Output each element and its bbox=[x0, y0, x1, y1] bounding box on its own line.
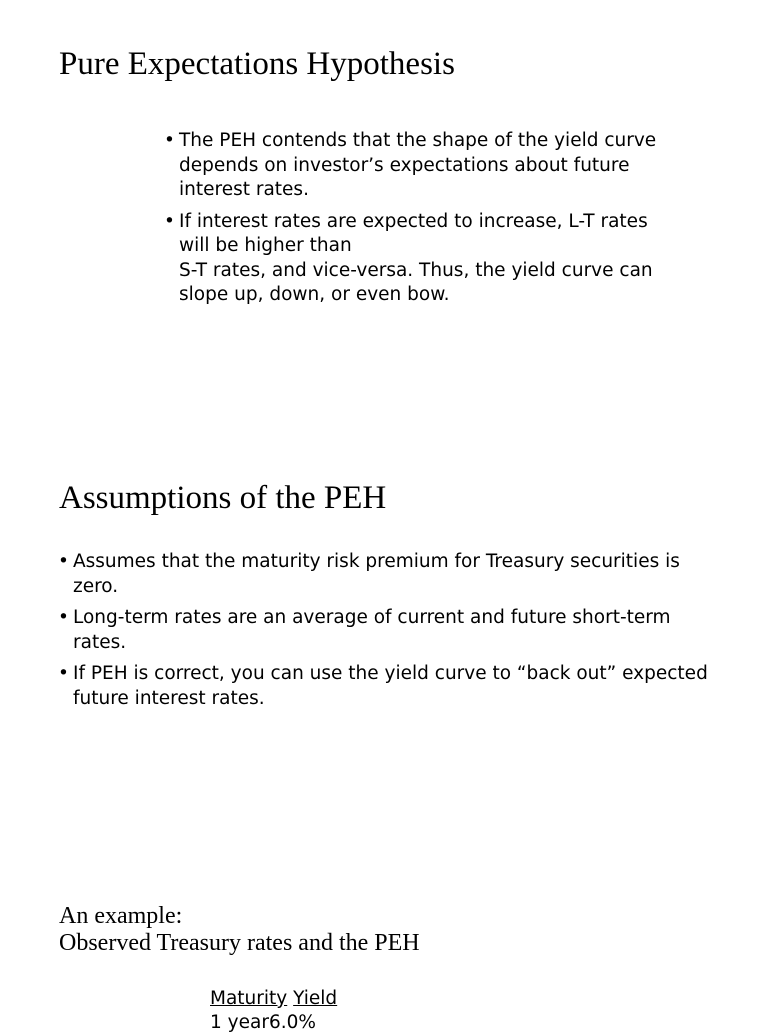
cell-maturity: 1 year bbox=[210, 1012, 269, 1033]
slide-title-line1: An example: bbox=[59, 903, 183, 929]
slide-title: Assumptions of the PEH bbox=[59, 480, 387, 516]
column-header-yield: Yield bbox=[293, 988, 338, 1009]
bullet-list bbox=[58, 550, 718, 711]
bullet-text: If interest rates are expected to increase, L-T rates will be higher than S-T rates, and vice-versa. Thus, the yield curve can slope up, down, or even bow. bbox=[179, 210, 653, 305]
bullet-dot-icon: • bbox=[164, 130, 175, 151]
bullet-item bbox=[164, 210, 684, 308]
bullet-text: If PEH is correct, you can use the yield curve to “back out” expected future interest rates. bbox=[73, 663, 708, 709]
bullet-dot-icon: • bbox=[58, 607, 69, 628]
column-header-maturity: Maturity bbox=[210, 988, 288, 1009]
bullet-text: Long-term rates are an average of current and future short-term rates. bbox=[73, 607, 671, 653]
bullet-dot-icon: • bbox=[58, 663, 69, 684]
bullet-text: Assumes that the maturity risk premium for Treasury securities is zero. bbox=[73, 551, 680, 597]
bullet-item bbox=[164, 129, 684, 203]
cell-yield: 6.0% bbox=[268, 1012, 316, 1033]
table-row bbox=[210, 1011, 316, 1035]
slide-title: Pure Expectations Hypothesis bbox=[59, 46, 455, 82]
bullet-text: The PEH contends that the shape of the yield curve depends on investor’s expectations about future interest rates. bbox=[179, 130, 657, 200]
bullet-dot-icon: • bbox=[164, 210, 175, 232]
bullet-item bbox=[58, 606, 718, 655]
bullet-item bbox=[58, 550, 718, 599]
bullet-dot-icon: • bbox=[58, 551, 69, 572]
slide-title-line2: Observed Treasury rates and the PEH bbox=[59, 930, 420, 956]
bullet-item bbox=[58, 662, 718, 711]
table-header bbox=[210, 987, 337, 1011]
bullet-list bbox=[164, 129, 684, 308]
